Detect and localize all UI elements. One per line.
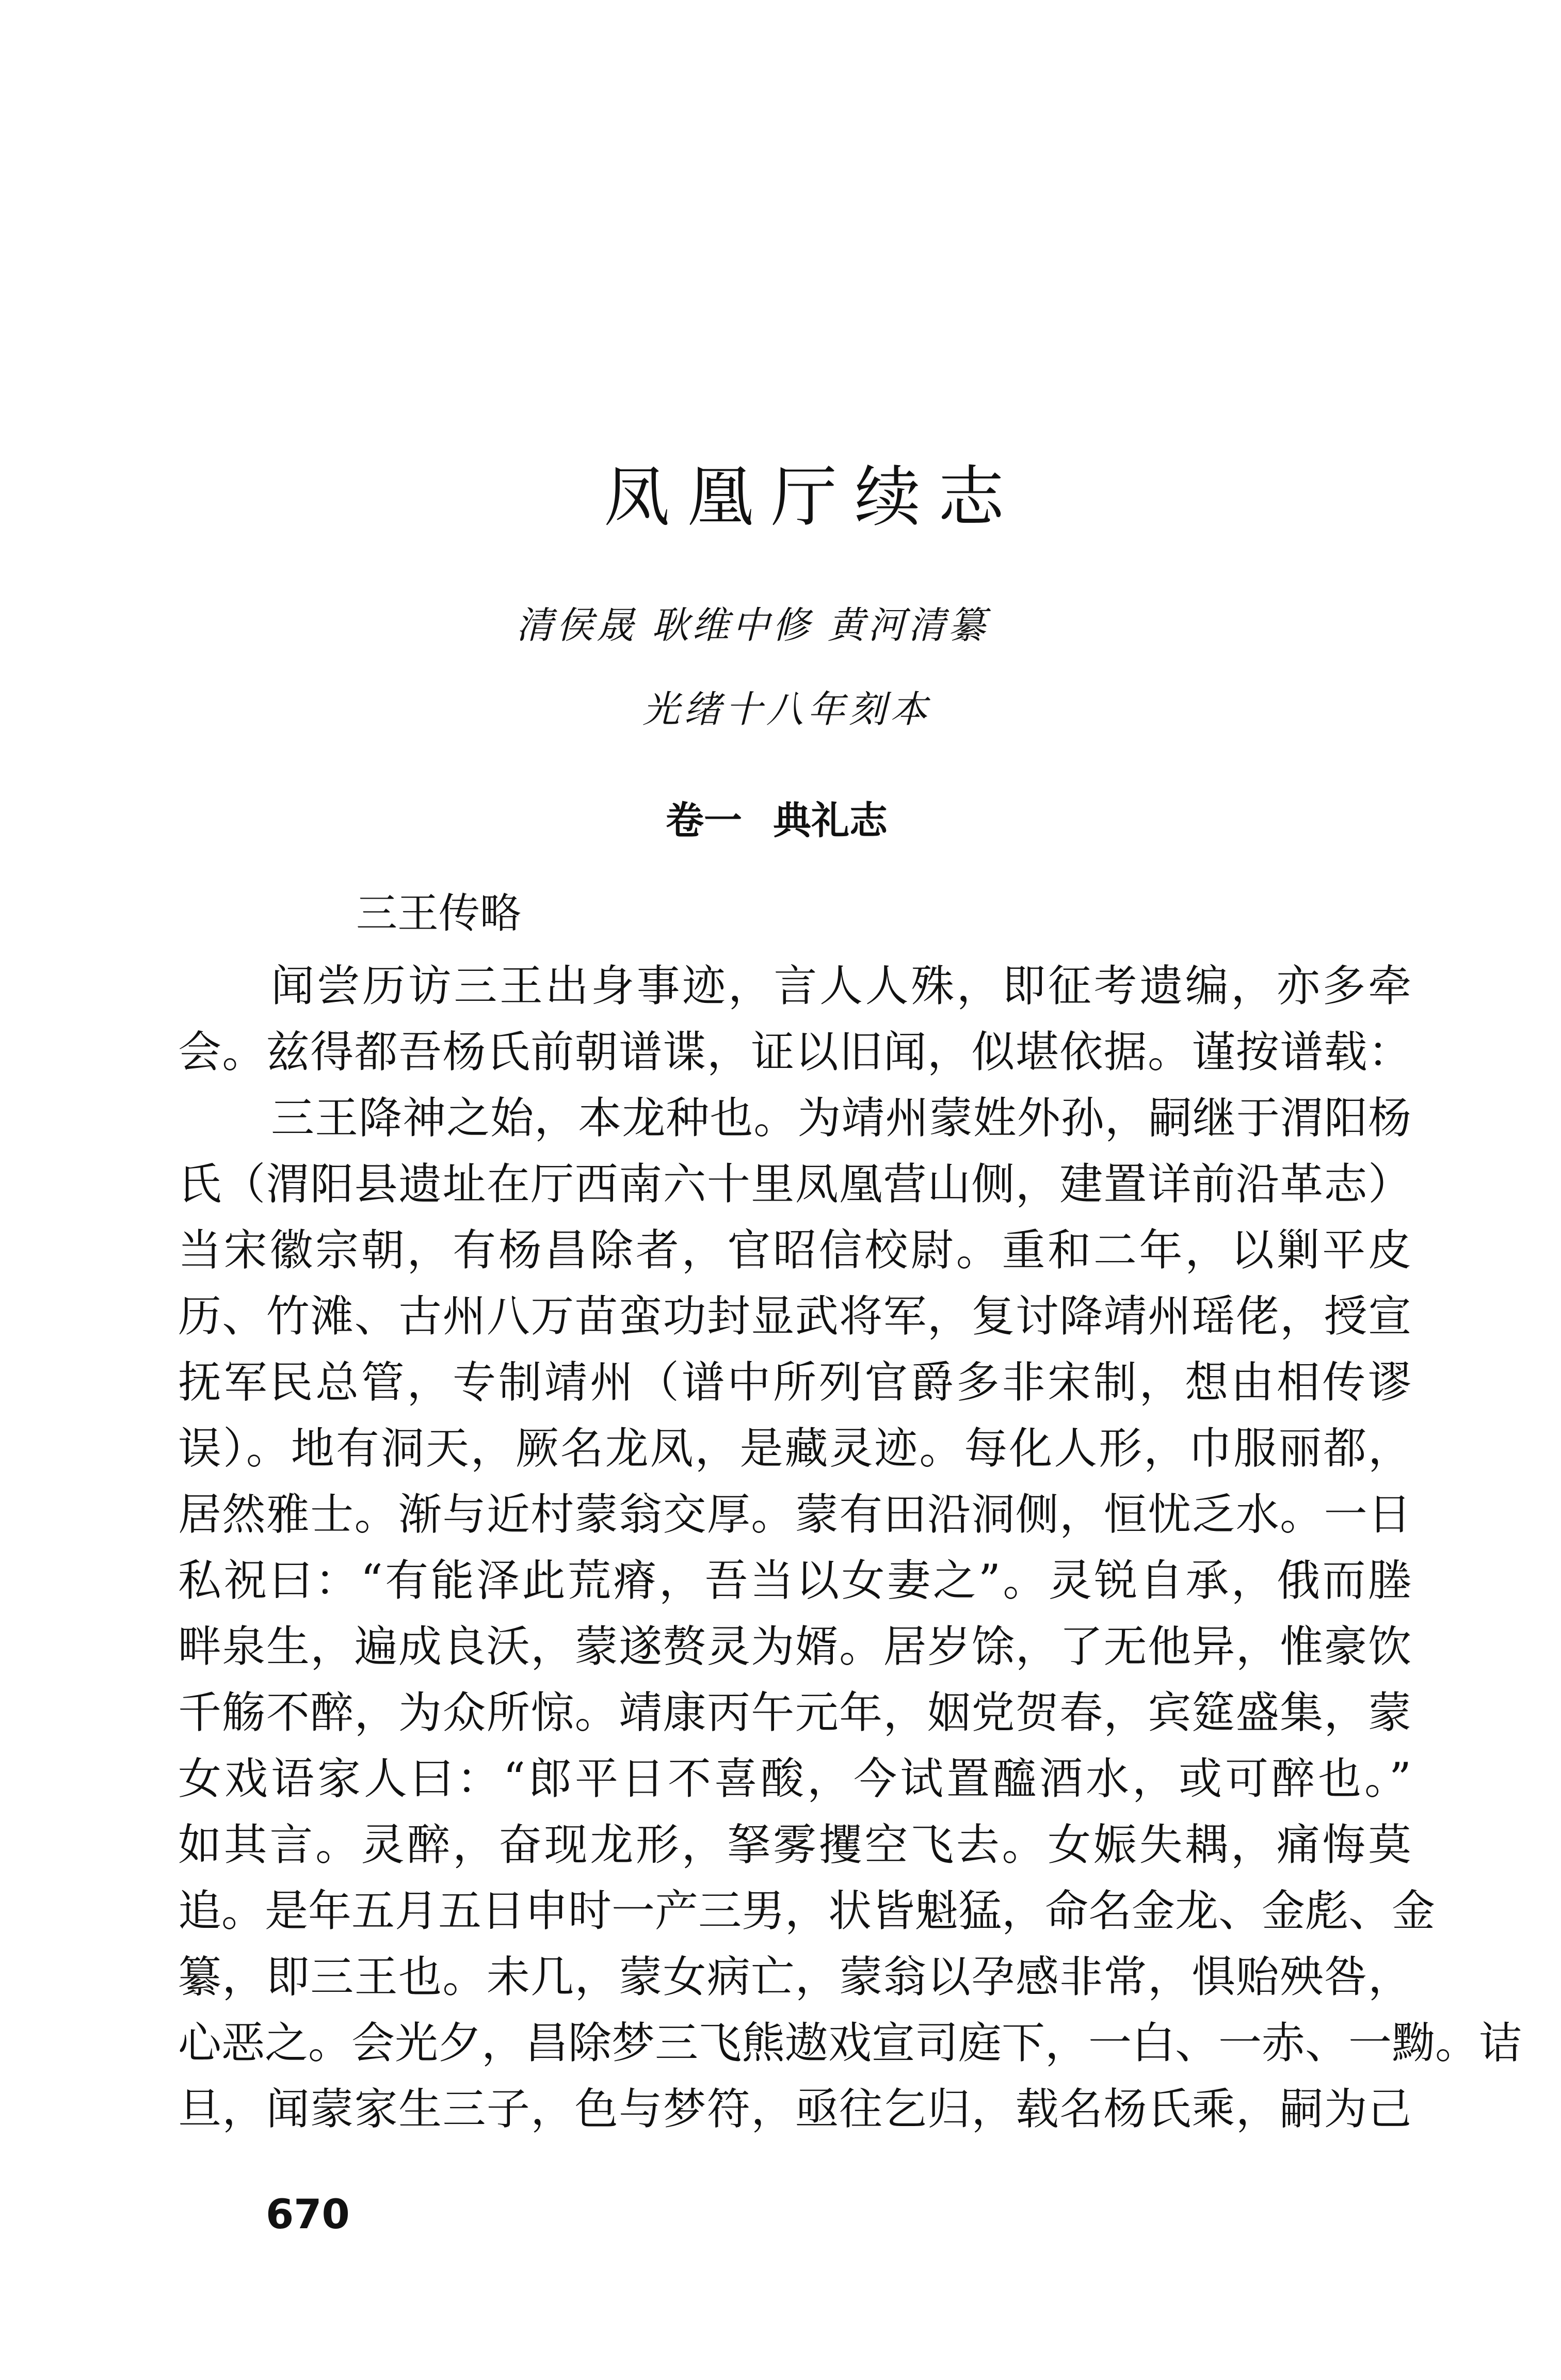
text-line: 私祝曰：“有能泽此荒瘠，吾当以女妻之”。灵锐自承，俄而塍 <box>178 1555 1411 1606</box>
edition-note: 光绪十八年刻本 <box>642 688 932 731</box>
text-line: 心恶之。会光夕，昌除梦三飞熊遨戏宣司庭下，一白、一赤、一黝。诘 <box>178 2018 1522 2068</box>
text-line: 当宋徽宗朝，有杨昌除者，官昭信校尉。重和二年，以剿平皮 <box>178 1225 1411 1275</box>
text-line: 抚军民总管，专制靖州（谱中所列官爵多非宋制，想由相传谬 <box>178 1357 1411 1408</box>
page-number: 670 <box>266 2192 350 2238</box>
text-line: 女戏语家人曰：“郎平日不喜酸，今试置醯酒水，或可醉也。” <box>178 1753 1411 1804</box>
text-line: 追。是年五月五日申时一产三男，状皆魁猛，命名金龙、金彪、金 <box>178 1886 1436 1936</box>
text-line: 三王降神之始，本龙种也。为靖州蒙姓外孙，嗣继于渭阳杨 <box>271 1093 1411 1143</box>
page-title: 凤凰厅续志 <box>604 459 1022 536</box>
text-line: 居然雅士。渐与近村蒙翁交厚。蒙有田沿洞侧，恒忧乏水。一日 <box>178 1489 1411 1540</box>
text-line: 闻尝历访三王出身事迹，言人人殊，即征考遗编，亦多牵 <box>271 961 1411 1011</box>
text-line: 历、竹滩、古州八万苗蛮功封显武将军，复讨降靖州瑶佬，授宣 <box>178 1291 1411 1341</box>
text-line: 氏（渭阳县遗址在厅西南六十里凤凰营山侧，建置详前沿革志） <box>178 1159 1411 1209</box>
volume-heading <box>666 798 888 843</box>
text-line: 会。兹得都吾杨氏前朝谱谍，证以旧闻，似堪依据。谨按谱载： <box>178 1027 1411 1077</box>
text-line: 纂，即三王也。未几，蒙女病亡，蒙翁以孕感非常，惧贻殃咎， <box>178 1952 1411 2002</box>
text-line: 误）。地有洞天，厥名龙凤，是藏灵迹。每化人形，巾服丽都， <box>178 1423 1411 1474</box>
volume-number: 卷一 <box>666 798 742 843</box>
editors-credit: 清侯晟 耿维中修 黄河清纂 <box>516 603 989 647</box>
text-line: 千觞不醉，为众所惊。靖康丙午元年，姻党贺春，宾筵盛集，蒙 <box>178 1687 1411 1738</box>
text-line: 畔泉生，遍成良沃，蒙遂赘灵为婿。居岁馀，了无他异，惟豪饮 <box>178 1621 1411 1672</box>
text-line: 旦，闻蒙家生三子，色与梦符，亟往乞归，载名杨氏乘，嗣为己 <box>178 2084 1411 2134</box>
volume-name: 典礼志 <box>773 798 888 843</box>
section-title: 三王传略 <box>356 889 521 937</box>
text-line: 如其言。灵醉，奋现龙形，拏雾攫空飞去。女娠失耦，痛悔莫 <box>178 1819 1411 1870</box>
